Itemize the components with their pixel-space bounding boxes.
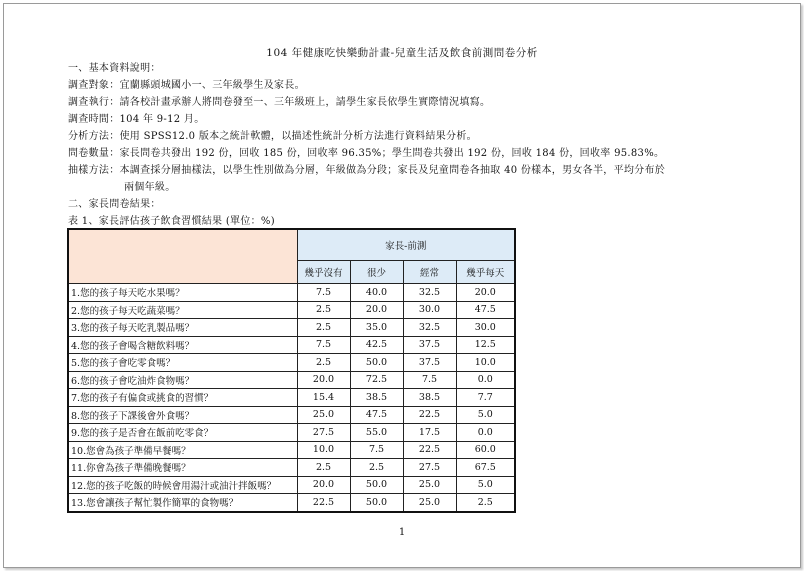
page-number: 1 (398, 527, 406, 538)
table-row (68, 371, 515, 389)
column-header-almost-daily: 幾乎每天 (456, 261, 515, 284)
value-cell: 22.5 (297, 494, 350, 512)
value-cell: 2.5 (350, 459, 403, 477)
value-cell: 0.0 (456, 424, 515, 442)
questionnaire-count: 問卷數量：家長問卷共發出 192 份，回收 185 份，回收率 96.35%；學生問卷共發出 192 份，回收 184 份，回收率 95.83%。 (68, 148, 665, 159)
value-cell: 47.5 (456, 301, 515, 319)
value-cell: 17.5 (403, 424, 456, 442)
value-cell: 38.5 (350, 389, 403, 407)
parent-survey-table (67, 228, 516, 513)
value-cell: 10.0 (456, 354, 515, 372)
table-row (68, 301, 515, 319)
value-cell: 37.5 (403, 336, 456, 354)
value-cell: 10.0 (297, 441, 350, 459)
sampling-method-continued: 兩個年級。 (124, 182, 176, 193)
value-cell: 50.0 (350, 476, 403, 494)
value-cell: 22.5 (403, 441, 456, 459)
value-cell: 7.5 (350, 441, 403, 459)
value-cell: 27.5 (297, 424, 350, 442)
value-cell: 30.0 (403, 301, 456, 319)
question-cell: 5.您的孩子會吃零食嗎？ (68, 354, 297, 372)
table-row (68, 459, 515, 477)
value-cell: 2.5 (297, 319, 350, 337)
column-header-rarely: 很少 (350, 261, 403, 284)
value-cell: 72.5 (350, 371, 403, 389)
column-header-almost-never: 幾乎沒有 (297, 261, 350, 284)
value-cell: 20.0 (350, 301, 403, 319)
table-row (68, 354, 515, 372)
value-cell: 5.0 (456, 476, 515, 494)
table-row (68, 494, 515, 512)
question-cell: 11.你會為孩子準備晚餐嗎？ (68, 459, 297, 477)
question-cell: 10.您會為孩子準備早餐嗎？ (68, 441, 297, 459)
value-cell: 20.0 (456, 284, 515, 302)
value-cell: 0.0 (456, 371, 515, 389)
value-cell: 7.5 (297, 284, 350, 302)
table-row (68, 319, 515, 337)
question-cell: 6.您的孩子會吃油炸食物嗎？ (68, 371, 297, 389)
value-cell: 7.7 (456, 389, 515, 407)
value-cell: 37.5 (403, 354, 456, 372)
value-cell: 47.5 (350, 406, 403, 424)
table-caption: 表 1、家長評估孩子飲食習慣結果 (單位：%) (68, 216, 275, 227)
value-cell: 42.5 (350, 336, 403, 354)
question-cell: 13.您會讓孩子幫忙製作簡單的食物嗎？ (68, 494, 297, 512)
value-cell: 27.5 (403, 459, 456, 477)
survey-target: 調查對象：宜蘭縣頭城國小一、三年級學生及家長。 (68, 80, 305, 91)
question-cell: 8.您的孩子下課後會外食嗎？ (68, 406, 297, 424)
value-cell: 22.5 (403, 406, 456, 424)
value-cell: 2.5 (456, 494, 515, 512)
analysis-method: 分析方法：使用 SPSS12.0 版本之統計軟體，以描述性統計分析方法進行資料結果分析。 (68, 131, 477, 142)
group-header-parent-pretest: 家長-前測 (297, 229, 515, 261)
value-cell: 38.5 (403, 389, 456, 407)
value-cell: 25.0 (297, 406, 350, 424)
value-cell: 50.0 (350, 354, 403, 372)
question-cell: 9.您的孩子是否會在飯前吃零食？ (68, 424, 297, 442)
value-cell: 67.5 (456, 459, 515, 477)
question-cell: 3.您的孩子每天吃乳製品嗎？ (68, 319, 297, 337)
value-cell: 7.5 (403, 371, 456, 389)
value-cell: 60.0 (456, 441, 515, 459)
table-row (68, 424, 515, 442)
value-cell: 2.5 (297, 459, 350, 477)
table-row (68, 406, 515, 424)
value-cell: 7.5 (297, 336, 350, 354)
value-cell: 12.5 (456, 336, 515, 354)
survey-execution: 調查執行：請各校計畫承辦人將問卷發至一、三年級班上，請學生家長依學生實際情況填寫。 (68, 97, 491, 108)
value-cell: 50.0 (350, 494, 403, 512)
sampling-method: 抽樣方法：本調查採分層抽樣法，以學生性別做為分層，年級做為分段；家長及兒童問卷各抽取 40 份樣本，男女各半，平均分布於 (68, 165, 666, 176)
section-heading-basic: 一、基本資料說明： (68, 63, 161, 74)
table-header-group-row (68, 229, 515, 261)
value-cell: 15.4 (297, 389, 350, 407)
question-cell: 7.您的孩子有偏食或挑食的習慣？ (68, 389, 297, 407)
body-text (68, 60, 758, 230)
question-cell: 1.您的孩子每天吃水果嗎？ (68, 284, 297, 302)
table-row (68, 336, 515, 354)
value-cell: 20.0 (297, 476, 350, 494)
question-cell: 4.您的孩子會喝含糖飲料嗎？ (68, 336, 297, 354)
section-heading-parents: 二、家長問卷結果： (68, 199, 161, 210)
value-cell: 5.0 (456, 406, 515, 424)
value-cell: 2.5 (297, 301, 350, 319)
value-cell: 2.5 (297, 354, 350, 372)
value-cell: 40.0 (350, 284, 403, 302)
column-header-often: 經常 (403, 261, 456, 284)
value-cell: 55.0 (350, 424, 403, 442)
document-title: 104 年健康吃快樂動計畫-兒童生活及飲食前測問卷分析 (266, 47, 538, 59)
value-cell: 32.5 (403, 319, 456, 337)
table-row (68, 476, 515, 494)
question-cell: 12.您的孩子吃飯的時候會用湯汁或油汁拌飯嗎？ (68, 476, 297, 494)
survey-time: 調查時間：104 年 9-12 月。 (68, 114, 205, 125)
table-row (68, 284, 515, 302)
table-row (68, 389, 515, 407)
value-cell: 25.0 (403, 494, 456, 512)
value-cell: 25.0 (403, 476, 456, 494)
value-cell: 20.0 (297, 371, 350, 389)
value-cell: 32.5 (403, 284, 456, 302)
value-cell: 35.0 (350, 319, 403, 337)
question-cell: 2.您的孩子每天吃蔬菜嗎？ (68, 301, 297, 319)
table-corner-cell (68, 229, 297, 284)
value-cell: 30.0 (456, 319, 515, 337)
table-row (68, 441, 515, 459)
